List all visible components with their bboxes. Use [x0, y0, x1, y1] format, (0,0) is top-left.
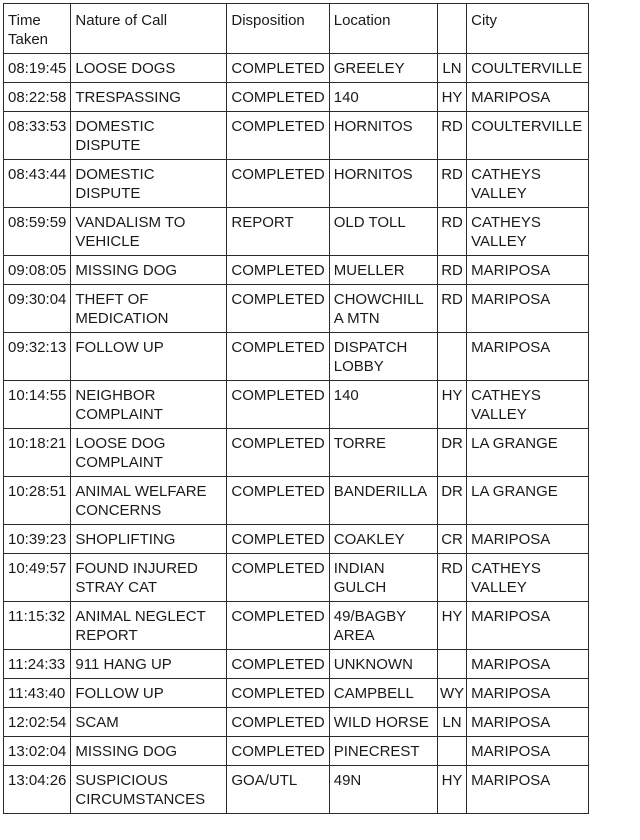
cell-location: HORNITOS	[329, 160, 437, 208]
cell-time-taken: 08:22:58	[4, 83, 71, 112]
call-log-table	[3, 3, 589, 814]
cell-time-taken: 11:43:40	[4, 679, 71, 708]
cell-location: DISPATCH LOBBY	[329, 333, 437, 381]
cell-city: LA GRANGE	[467, 429, 589, 477]
cell-location: BANDERILLA	[329, 477, 437, 525]
cell-street-suffix: CR	[437, 525, 466, 554]
cell-city: MARIPOSA	[467, 256, 589, 285]
header-street-suffix	[437, 4, 466, 54]
table-row	[4, 429, 589, 477]
cell-city: MARIPOSA	[467, 650, 589, 679]
table-row	[4, 602, 589, 650]
table-row	[4, 525, 589, 554]
cell-time-taken: 08:43:44	[4, 160, 71, 208]
cell-location: OLD TOLL	[329, 208, 437, 256]
cell-time-taken: 09:32:13	[4, 333, 71, 381]
cell-nature-of-call: FOLLOW UP	[71, 679, 227, 708]
cell-location: HORNITOS	[329, 112, 437, 160]
cell-street-suffix: HY	[437, 83, 466, 112]
table-row	[4, 737, 589, 766]
cell-nature-of-call: LOOSE DOGS	[71, 54, 227, 83]
header-location: Location	[329, 4, 437, 54]
cell-street-suffix: DR	[437, 429, 466, 477]
cell-street-suffix: RD	[437, 112, 466, 160]
cell-nature-of-call: SHOPLIFTING	[71, 525, 227, 554]
cell-nature-of-call: SUSPICIOUS CIRCUMSTANCES	[71, 766, 227, 814]
cell-street-suffix: LN	[437, 54, 466, 83]
cell-disposition: COMPLETED	[227, 381, 329, 429]
cell-time-taken: 10:49:57	[4, 554, 71, 602]
cell-street-suffix	[437, 737, 466, 766]
cell-city: CATHEYS VALLEY	[467, 381, 589, 429]
cell-nature-of-call: ANIMAL NEGLECT REPORT	[71, 602, 227, 650]
cell-street-suffix: HY	[437, 381, 466, 429]
cell-time-taken: 10:14:55	[4, 381, 71, 429]
table-row	[4, 112, 589, 160]
table-row	[4, 285, 589, 333]
cell-nature-of-call: THEFT OF MEDICATION	[71, 285, 227, 333]
cell-time-taken: 11:15:32	[4, 602, 71, 650]
cell-disposition: COMPLETED	[227, 256, 329, 285]
header-time-taken: Time Taken	[4, 4, 71, 54]
cell-location: PINECREST	[329, 737, 437, 766]
cell-nature-of-call: 911 HANG UP	[71, 650, 227, 679]
cell-location: 49N	[329, 766, 437, 814]
cell-disposition: COMPLETED	[227, 160, 329, 208]
cell-city: MARIPOSA	[467, 737, 589, 766]
cell-street-suffix: RD	[437, 285, 466, 333]
cell-city: CATHEYS VALLEY	[467, 208, 589, 256]
cell-nature-of-call: FOUND INJURED STRAY CAT	[71, 554, 227, 602]
cell-city: MARIPOSA	[467, 708, 589, 737]
cell-time-taken: 08:59:59	[4, 208, 71, 256]
cell-time-taken: 10:28:51	[4, 477, 71, 525]
cell-time-taken: 13:04:26	[4, 766, 71, 814]
cell-city: LA GRANGE	[467, 477, 589, 525]
cell-disposition: COMPLETED	[227, 112, 329, 160]
cell-city: CATHEYS VALLEY	[467, 160, 589, 208]
cell-disposition: COMPLETED	[227, 333, 329, 381]
table-row	[4, 381, 589, 429]
cell-time-taken: 09:08:05	[4, 256, 71, 285]
cell-city: MARIPOSA	[467, 766, 589, 814]
table-row	[4, 160, 589, 208]
cell-location: COAKLEY	[329, 525, 437, 554]
cell-time-taken: 08:19:45	[4, 54, 71, 83]
cell-street-suffix: HY	[437, 602, 466, 650]
cell-time-taken: 10:39:23	[4, 525, 71, 554]
cell-nature-of-call: TRESPASSING	[71, 83, 227, 112]
cell-location: TORRE	[329, 429, 437, 477]
cell-location: MUELLER	[329, 256, 437, 285]
call-log-body	[4, 54, 589, 814]
cell-time-taken: 09:30:04	[4, 285, 71, 333]
cell-time-taken: 08:33:53	[4, 112, 71, 160]
cell-location: 49/BAGBY AREA	[329, 602, 437, 650]
cell-street-suffix: RD	[437, 160, 466, 208]
header-row	[4, 4, 589, 54]
cell-nature-of-call: DOMESTIC DISPUTE	[71, 112, 227, 160]
cell-location: 140	[329, 83, 437, 112]
cell-disposition: COMPLETED	[227, 285, 329, 333]
cell-location: GREELEY	[329, 54, 437, 83]
cell-time-taken: 10:18:21	[4, 429, 71, 477]
header-city: City	[467, 4, 589, 54]
cell-street-suffix: RD	[437, 554, 466, 602]
cell-location: UNKNOWN	[329, 650, 437, 679]
table-row	[4, 256, 589, 285]
table-row	[4, 650, 589, 679]
cell-location: INDIAN GULCH	[329, 554, 437, 602]
table-row	[4, 766, 589, 814]
cell-time-taken: 13:02:04	[4, 737, 71, 766]
cell-disposition: COMPLETED	[227, 83, 329, 112]
table-row	[4, 54, 589, 83]
cell-disposition: COMPLETED	[227, 477, 329, 525]
cell-city: MARIPOSA	[467, 83, 589, 112]
table-row	[4, 83, 589, 112]
table-row	[4, 477, 589, 525]
cell-disposition: REPORT	[227, 208, 329, 256]
cell-nature-of-call: ANIMAL WELFARE CONCERNS	[71, 477, 227, 525]
cell-location: CHOWCHILLA MTN	[329, 285, 437, 333]
cell-city: MARIPOSA	[467, 679, 589, 708]
cell-nature-of-call: MISSING DOG	[71, 737, 227, 766]
cell-nature-of-call: LOOSE DOG COMPLAINT	[71, 429, 227, 477]
header-nature-of-call: Nature of Call	[71, 4, 227, 54]
cell-city: CATHEYS VALLEY	[467, 554, 589, 602]
cell-city: COULTERVILLE	[467, 54, 589, 83]
cell-nature-of-call: DOMESTIC DISPUTE	[71, 160, 227, 208]
cell-disposition: COMPLETED	[227, 429, 329, 477]
cell-time-taken: 12:02:54	[4, 708, 71, 737]
cell-nature-of-call: NEIGHBOR COMPLAINT	[71, 381, 227, 429]
cell-disposition: COMPLETED	[227, 708, 329, 737]
cell-street-suffix: RD	[437, 256, 466, 285]
cell-location: 140	[329, 381, 437, 429]
cell-disposition: COMPLETED	[227, 650, 329, 679]
cell-street-suffix: DR	[437, 477, 466, 525]
cell-street-suffix: HY	[437, 766, 466, 814]
cell-street-suffix: LN	[437, 708, 466, 737]
cell-nature-of-call: MISSING DOG	[71, 256, 227, 285]
cell-city: MARIPOSA	[467, 525, 589, 554]
table-row	[4, 554, 589, 602]
cell-time-taken: 11:24:33	[4, 650, 71, 679]
cell-street-suffix: RD	[437, 208, 466, 256]
cell-location: CAMPBELL	[329, 679, 437, 708]
cell-street-suffix	[437, 333, 466, 381]
table-row	[4, 208, 589, 256]
table-row	[4, 679, 589, 708]
cell-disposition: COMPLETED	[227, 54, 329, 83]
cell-city: MARIPOSA	[467, 602, 589, 650]
table-row	[4, 333, 589, 381]
cell-city: COULTERVILLE	[467, 112, 589, 160]
cell-nature-of-call: VANDALISM TO VEHICLE	[71, 208, 227, 256]
cell-nature-of-call: FOLLOW UP	[71, 333, 227, 381]
cell-disposition: COMPLETED	[227, 554, 329, 602]
cell-city: MARIPOSA	[467, 333, 589, 381]
cell-disposition: COMPLETED	[227, 679, 329, 708]
cell-nature-of-call: SCAM	[71, 708, 227, 737]
cell-location: WILD HORSE	[329, 708, 437, 737]
header-disposition: Disposition	[227, 4, 329, 54]
cell-street-suffix: WY	[437, 679, 466, 708]
table-row	[4, 708, 589, 737]
cell-disposition: GOA/UTL	[227, 766, 329, 814]
cell-city: MARIPOSA	[467, 285, 589, 333]
cell-street-suffix	[437, 650, 466, 679]
cell-disposition: COMPLETED	[227, 737, 329, 766]
cell-disposition: COMPLETED	[227, 602, 329, 650]
cell-disposition: COMPLETED	[227, 525, 329, 554]
